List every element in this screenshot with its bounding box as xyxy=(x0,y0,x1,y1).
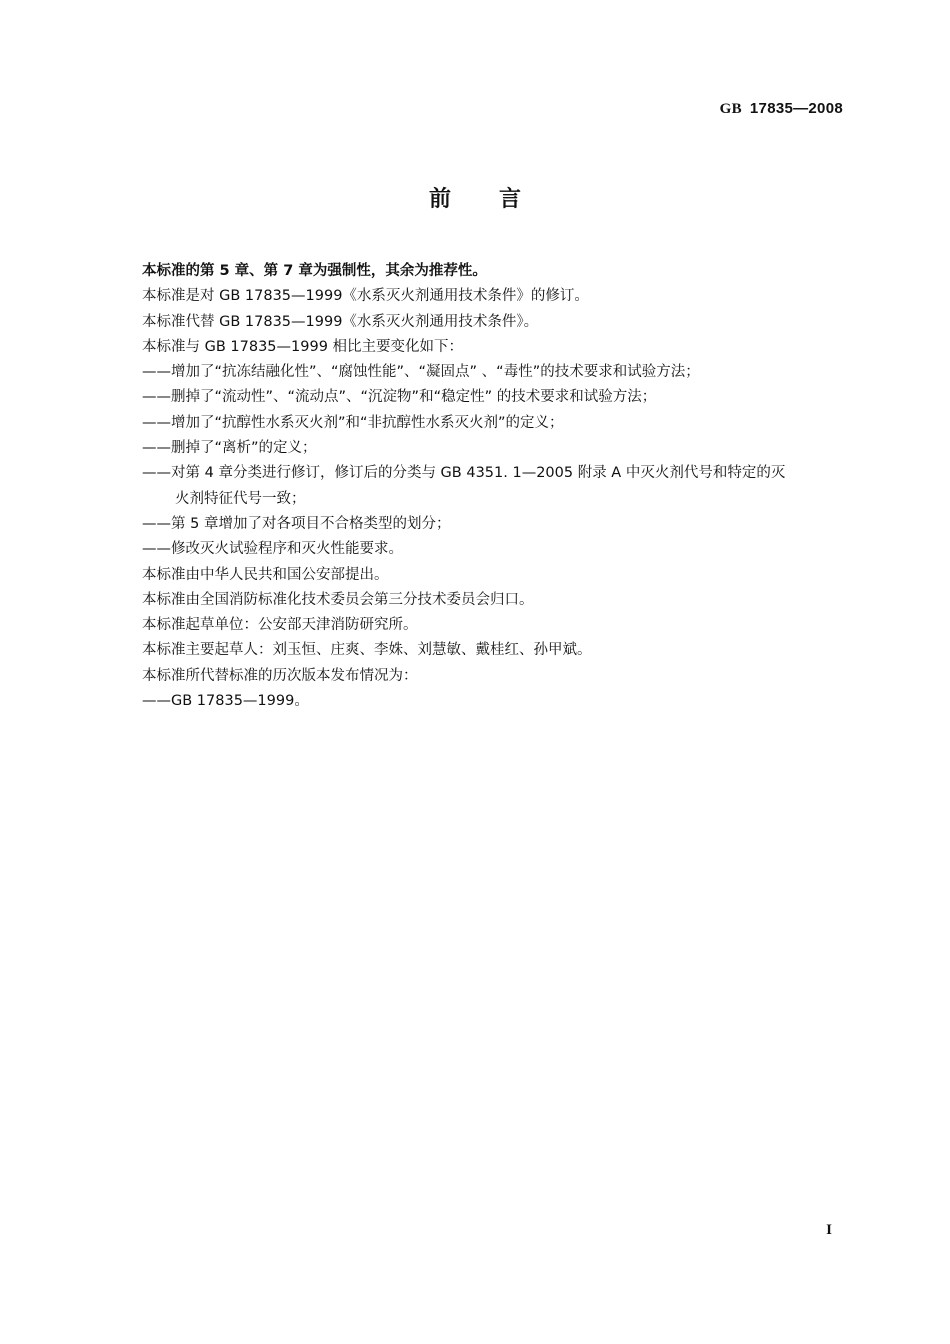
paragraph-drafters: 本标准主要起草人：刘玉恒、庄爽、李姝、刘慧敏、戴桂红、孙甲斌。 xyxy=(142,642,592,659)
paragraph-mandatory-clauses: 本标准的第 5 章、第 7 章为强制性，其余为推荐性。 xyxy=(142,263,487,279)
standard-number: 17835—2008 xyxy=(749,100,843,117)
change-item-added-definitions: ——增加了“抗醇性水系灭火剂”和“非抗醇性水系灭火剂”的定义； xyxy=(142,414,564,431)
change-item-removed-requirements: ——删掉了“流动性”、“流动点”、“沉淀物”和“稳定性” 的技术要求和试验方法； xyxy=(142,389,657,406)
foreword-body xyxy=(142,259,847,714)
paragraph-technical-committee: 本标准由全国消防标准化技术委员会第三分技术委员会归口。 xyxy=(142,591,534,608)
change-item-added-requirements: ——增加了“抗冻结融化性”、“腐蚀性能”、“凝固点” 、“毒性”的技术要求和试验方法； xyxy=(142,364,700,381)
paragraph-replaces: 本标准代替 GB 17835—1999《水系灭火剂通用技术条件》。 xyxy=(142,313,539,330)
paragraph-main-changes-intro: 本标准与 GB 17835—1999 相比主要变化如下： xyxy=(142,338,464,355)
paragraph-proposed-by: 本标准由中华人民共和国公安部提出。 xyxy=(142,566,389,583)
page-number: I xyxy=(826,1222,832,1238)
page-title xyxy=(0,182,950,213)
change-item-classification-continued: 火剂特征代号一致； xyxy=(175,490,306,507)
paragraph-previous-editions-intro: 本标准所代替标准的历次版本发布情况为： xyxy=(142,667,418,684)
document-code-header xyxy=(720,100,843,118)
standard-prefix: GB xyxy=(719,101,742,117)
change-item-removed-definition: ——删掉了“离析”的定义； xyxy=(142,440,317,457)
title-char-2: 言 xyxy=(499,187,522,212)
paragraph-drafting-unit: 本标准起草单位：公安部天津消防研究所。 xyxy=(142,617,418,634)
change-item-fire-test-revised: ——修改灭火试验程序和灭火性能要求。 xyxy=(142,541,403,558)
previous-edition-item: ——GB 17835—1999。 xyxy=(142,693,309,710)
title-char-1: 前 xyxy=(428,187,451,212)
change-item-nonconformity-types: ——第 5 章增加了对各项目不合格类型的划分； xyxy=(142,515,451,532)
paragraph-revision-of: 本标准是对 GB 17835—1999《水系灭火剂通用技术条件》的修订。 xyxy=(142,288,589,305)
change-item-classification-revised: ——对第 4 章分类进行修订，修订后的分类与 GB 4351. 1—2005 附录 A 中灭火剂代号和特定的灭 xyxy=(142,465,786,482)
